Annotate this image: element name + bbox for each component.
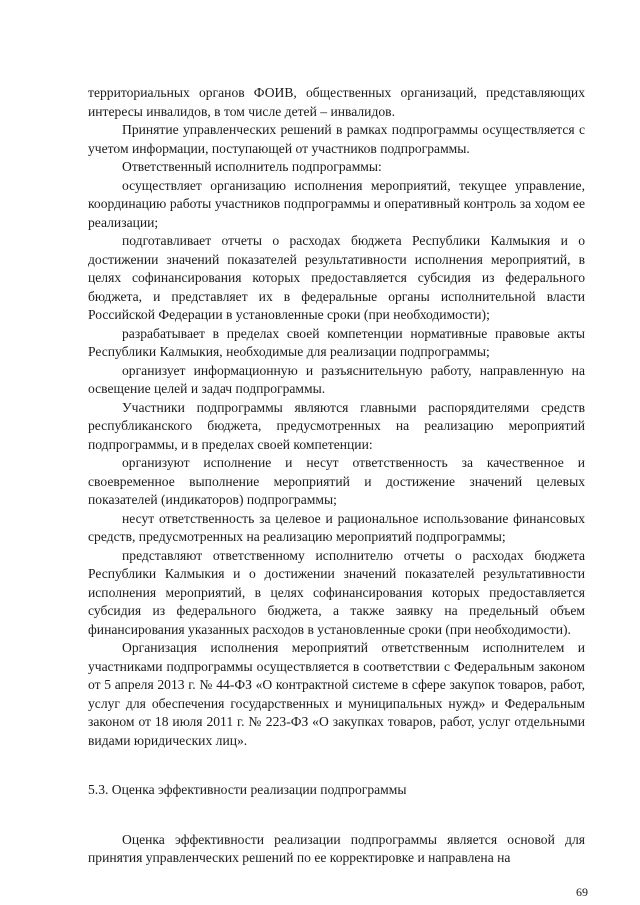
paragraph-federal-laws: Организация исполнения мероприятий ответственным исполнителем и участниками подпрограммы осуществляется в соответствии с Федеральным законом от 5 апреля 2013 г. № 44-ФЗ «О контрактной системе в сфере закупок товаров, работ, услуг для обеспечения государственных и муниципальных нужд» и Федеральным законом от 18 июля 2011 г. № 223-ФЗ «О закупках товаров, работ, услуг отдельными видами юридических лиц».	[88, 640, 585, 748]
paragraph-decisions: Принятие управленческих решений в рамках подпрограммы осуществляется с учетом информации, поступающей от участников подпрограммы.	[88, 122, 585, 156]
paragraph-info-work: организует информационную и разъяснительную работу, направленную на освещение целей и задач подпрограммы.	[88, 362, 585, 396]
paragraph-prepares-reports: подготавливает отчеты о расходах бюджета Республики Калмыкия и о достижении значений показателей результативности исполнения мероприятий, в целях софинансирования которых предоставляется субсидия из федерального бюджета, и представляет их в федеральные органы исполнительной власти Российской Федерации в установленные сроки (при необходимости);	[88, 233, 585, 322]
paragraph-organizes-execution: осуществляет организацию исполнения мероприятий, текущее управление, координацию работы участников подпрограммы и оперативный контроль за ходом ее реализации;	[88, 177, 585, 230]
paragraph-targeted-use: несут ответственность за целевое и рациональное использование финансовых средств, предусмотренных на реализацию мероприятий подпрограммы;	[88, 510, 585, 544]
paragraph-organize-responsibility: организуют исполнение и несут ответственность за качественное и своевременное выполнение мероприятий и достижение значений целевых показателей (индикаторов) подпрограммы;	[88, 455, 585, 507]
page-body	[88, 84, 585, 868]
page-number: 69	[576, 885, 588, 899]
paragraph-continuation: территориальных органов ФОИВ, общественных организаций, представляющих интересы инвалидов, в том числе детей – инвалидов.	[88, 85, 585, 119]
section-heading: 5.3. Оценка эффективности реализации подпрограммы	[88, 782, 407, 797]
paragraph-submit-reports: представляют ответственному исполнителю отчеты о расходах бюджета Республики Калмыкия и о достижении значений показателей результативности исполнения мероприятий, в целях софинансирования которых предоставляется субсидия из федерального бюджета, а также заявку на предельный объем финансирования указанных расходов в установленные сроки (при необходимости).	[88, 547, 585, 637]
paragraph-participants: Участники подпрограммы являются главными распорядителями средств республиканского бюджета, предусмотренных на реализацию мероприятий подпрограммы, и в пределах своей компетенции:	[88, 399, 585, 452]
paragraph-evaluation: Оценка эффективности реализации подпрограммы является основой для принятия управленческих решений по ее корректировке и направлена на	[88, 831, 585, 865]
paragraph-responsible-executor: Ответственный исполнитель подпрограммы:	[122, 159, 382, 174]
paragraph-develops-acts: разрабатывает в пределах своей компетенции нормативные правовые акты Республики Калмыкия, необходимые для реализации подпрограммы;	[88, 325, 585, 359]
